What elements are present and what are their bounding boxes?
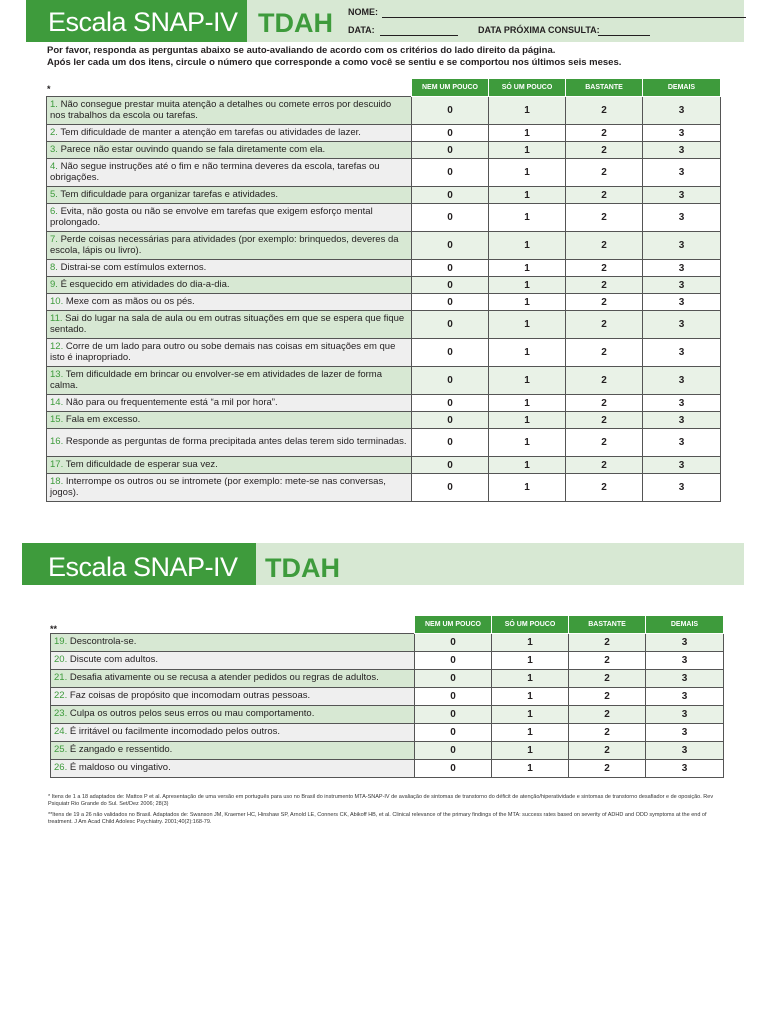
data-label: DATA:: [348, 25, 375, 35]
score-option-3[interactable]: 3: [643, 125, 721, 142]
score-option-2[interactable]: 2: [566, 311, 643, 339]
col-so-um-pouco: SÓ UM POUCO: [489, 79, 566, 97]
question-text: Evita, não gosta ou não se envolve em tarefas que exigem esforço mental prolongado.: [50, 206, 373, 228]
score-option-2[interactable]: 2: [566, 159, 643, 187]
score-option-1[interactable]: 1: [489, 311, 566, 339]
table-row: [47, 429, 721, 457]
score-option-2[interactable]: 2: [566, 142, 643, 159]
question-text: É esquecido em atividades do dia-a-dia.: [60, 278, 230, 290]
question-text: Sai do lugar na sala de aula ou em outras situações em que se espera que fique sentado.: [50, 313, 405, 335]
score-option-0[interactable]: 0: [412, 125, 489, 142]
score-option-0[interactable]: 0: [415, 742, 492, 760]
score-option-0[interactable]: 0: [415, 634, 492, 652]
score-option-3[interactable]: 3: [643, 474, 721, 502]
score-option-0[interactable]: 0: [412, 294, 489, 311]
table-row: [51, 670, 724, 688]
score-option-1[interactable]: 1: [489, 367, 566, 395]
question-number: 15.: [50, 413, 64, 425]
score-option-0[interactable]: 0: [412, 395, 489, 412]
question-text: Não consegue prestar muita atenção a detalhes ou comete erros por descuido nos trabalhos da escola ou tarefas.: [50, 99, 392, 121]
score-option-1[interactable]: 1: [489, 260, 566, 277]
table-row: [47, 277, 721, 294]
col-bastante: BASTANTE: [566, 79, 643, 97]
question-text: Desafia ativamente ou se recusa a atender pedidos ou regras de adultos.: [69, 672, 379, 684]
score-option-0[interactable]: 0: [412, 204, 489, 232]
score-option-2[interactable]: 2: [569, 742, 646, 760]
question-text: É irritável ou facilmente incomodado pelos outros.: [69, 726, 281, 738]
table-row: [47, 204, 721, 232]
nome-field[interactable]: [382, 17, 746, 18]
question-number: 26.: [54, 762, 68, 774]
table-row: [47, 125, 721, 142]
score-option-2[interactable]: 2: [566, 187, 643, 204]
question-text: Distrai-se com estímulos externos.: [60, 261, 207, 273]
question-cell: [47, 412, 412, 429]
data-field[interactable]: [380, 35, 458, 36]
nome-label: NOME:: [348, 7, 378, 17]
score-option-3[interactable]: 3: [643, 97, 721, 125]
question-number: 10.: [50, 295, 64, 307]
question-number: 7.: [50, 234, 58, 245]
question-cell: [51, 634, 415, 652]
question-number: 8.: [50, 261, 58, 273]
score-option-2[interactable]: 2: [569, 652, 646, 670]
score-option-3[interactable]: 3: [646, 742, 724, 760]
question-text: Fala em excesso.: [65, 413, 141, 425]
question-number: 16.: [50, 436, 64, 448]
col-bastante: BASTANTE: [569, 616, 646, 634]
table-row: [47, 142, 721, 159]
score-option-3[interactable]: 3: [646, 760, 724, 778]
score-option-1[interactable]: 1: [489, 457, 566, 474]
score-option-1[interactable]: 1: [492, 724, 569, 742]
score-option-3[interactable]: 3: [643, 204, 721, 232]
score-option-3[interactable]: 3: [643, 367, 721, 395]
score-option-2[interactable]: 2: [569, 760, 646, 778]
score-option-2[interactable]: 2: [566, 294, 643, 311]
question-number: 12.: [50, 341, 64, 352]
question-cell: [47, 277, 412, 294]
table-row: [47, 311, 721, 339]
score-option-3[interactable]: 3: [643, 311, 721, 339]
score-option-3[interactable]: 3: [643, 277, 721, 294]
question-cell: [47, 457, 412, 474]
score-option-1[interactable]: 1: [489, 395, 566, 412]
question-cell: [47, 474, 412, 502]
score-option-1[interactable]: 1: [492, 652, 569, 670]
score-option-1[interactable]: 1: [492, 706, 569, 724]
table-row: [47, 339, 721, 367]
score-option-3[interactable]: 3: [643, 429, 721, 457]
score-option-3[interactable]: 3: [646, 724, 724, 742]
col-nem-um-pouco: NEM UM POUCO: [415, 616, 492, 634]
score-option-3[interactable]: 3: [643, 142, 721, 159]
score-option-3[interactable]: 3: [643, 232, 721, 260]
score-option-2[interactable]: 2: [569, 634, 646, 652]
score-option-3[interactable]: 3: [643, 294, 721, 311]
score-option-1[interactable]: 1: [489, 125, 566, 142]
score-option-1[interactable]: 1: [489, 232, 566, 260]
table-row: [47, 97, 721, 125]
question-text: Faz coisas de propósito que incomodam outras pessoas.: [69, 690, 311, 702]
score-option-1[interactable]: 1: [489, 294, 566, 311]
score-option-2[interactable]: 2: [566, 125, 643, 142]
score-option-0[interactable]: 0: [412, 142, 489, 159]
score-option-0[interactable]: 0: [412, 187, 489, 204]
page-subtitle-2: TDAH: [265, 553, 340, 583]
question-number: 3.: [50, 143, 58, 155]
col-so-um-pouco: SÓ UM POUCO: [492, 616, 569, 634]
score-option-0[interactable]: 0: [412, 159, 489, 187]
question-text: Tem dificuldade em brincar ou envolver-se em atividades de lazer de forma calma.: [50, 369, 382, 391]
question-cell: [47, 97, 412, 125]
score-option-3[interactable]: 3: [646, 670, 724, 688]
header-banner: [26, 0, 744, 42]
score-option-0[interactable]: 0: [412, 311, 489, 339]
table-row: [47, 412, 721, 429]
questionnaire-table-2: [50, 615, 724, 778]
question-text: Tem dificuldade para organizar tarefas e atividades.: [60, 188, 278, 200]
score-option-3[interactable]: 3: [646, 688, 724, 706]
score-option-0[interactable]: 0: [415, 760, 492, 778]
score-option-2[interactable]: 2: [566, 97, 643, 125]
score-option-1[interactable]: 1: [492, 670, 569, 688]
table-row: [47, 395, 721, 412]
table-row: [47, 159, 721, 187]
score-option-1[interactable]: 1: [489, 412, 566, 429]
question-number: 9.: [50, 278, 58, 290]
score-option-2[interactable]: 2: [566, 232, 643, 260]
score-option-1[interactable]: 1: [489, 97, 566, 125]
question-cell: [47, 260, 412, 277]
question-number: 20.: [54, 654, 68, 666]
table-row: [47, 187, 721, 204]
score-option-1[interactable]: 1: [489, 159, 566, 187]
question-cell: [47, 339, 412, 367]
page-subtitle: TDAH: [258, 8, 333, 38]
table-row: [47, 457, 721, 474]
question-number: 25.: [54, 744, 68, 756]
question-cell: [47, 187, 412, 204]
question-text: Tem dificuldade de manter a atenção em tarefas ou atividades de lazer.: [60, 126, 361, 138]
title-block-2: [22, 543, 256, 585]
question-text: Não segue instruções até o fim e não termina deveres da escola, tarefas ou obrigações.: [50, 161, 380, 183]
question-cell: [51, 652, 415, 670]
score-option-0[interactable]: 0: [412, 367, 489, 395]
score-option-0[interactable]: 0: [412, 457, 489, 474]
table-header: [47, 79, 721, 97]
question-text: Corre de um lado para outro ou sobe demais nas coisas em situações em que isto é inapropriado.: [50, 341, 396, 363]
question-cell: [51, 706, 415, 724]
score-option-2[interactable]: 2: [569, 670, 646, 688]
score-option-0[interactable]: 0: [415, 670, 492, 688]
question-cell: [51, 724, 415, 742]
score-option-2[interactable]: 2: [566, 367, 643, 395]
instructions: [47, 45, 737, 69]
score-option-0[interactable]: 0: [412, 97, 489, 125]
table-row: [51, 760, 724, 778]
table-row: [51, 652, 724, 670]
proxima-consulta-field[interactable]: [598, 35, 650, 36]
score-option-1[interactable]: 1: [489, 277, 566, 294]
score-option-3[interactable]: 3: [643, 412, 721, 429]
question-number: 21.: [54, 672, 68, 684]
question-cell: [47, 232, 412, 260]
score-option-3[interactable]: 3: [646, 634, 724, 652]
instructions-line-2: Após ler cada um dos itens, circule o número que corresponde a como você se sentiu e se comportou nos últimos seis meses.: [47, 57, 622, 68]
question-cell: [51, 688, 415, 706]
score-option-1[interactable]: 1: [489, 187, 566, 204]
question-cell: [47, 367, 412, 395]
score-option-1[interactable]: 1: [489, 339, 566, 367]
score-option-0[interactable]: 0: [412, 277, 489, 294]
score-option-1[interactable]: 1: [492, 742, 569, 760]
question-text: Parece não estar ouvindo quando se fala diretamente com ela.: [60, 143, 326, 155]
score-option-0[interactable]: 0: [412, 339, 489, 367]
question-text: Tem dificuldade de esperar sua vez.: [65, 458, 218, 470]
score-option-2[interactable]: 2: [566, 204, 643, 232]
score-option-0[interactable]: 0: [415, 706, 492, 724]
question-number: 2.: [50, 126, 58, 138]
table-row: [51, 688, 724, 706]
score-option-2[interactable]: 2: [566, 277, 643, 294]
title-block: [26, 0, 247, 42]
score-option-0[interactable]: 0: [412, 412, 489, 429]
question-text: Culpa os outros pelos seus erros ou mau comportamento.: [69, 708, 315, 720]
score-option-3[interactable]: 3: [643, 159, 721, 187]
score-option-2[interactable]: 2: [569, 688, 646, 706]
question-number: 18.: [50, 476, 64, 487]
table-row: [47, 367, 721, 395]
question-cell: [47, 429, 412, 457]
question-text: Descontrola-se.: [69, 636, 137, 648]
score-option-3[interactable]: 3: [643, 187, 721, 204]
question-text: Discute com adultos.: [69, 654, 159, 666]
score-option-0[interactable]: 0: [415, 724, 492, 742]
question-cell: [47, 204, 412, 232]
score-option-2[interactable]: 2: [566, 474, 643, 502]
score-option-3[interactable]: 3: [646, 652, 724, 670]
question-text: Responde as perguntas de forma precipitada antes delas terem sido terminadas.: [65, 436, 407, 448]
score-option-0[interactable]: 0: [412, 232, 489, 260]
question-number: 4.: [50, 161, 58, 172]
proxima-consulta-label: DATA PRÓXIMA CONSULTA:: [478, 25, 600, 35]
table-row: [47, 294, 721, 311]
table-row: [51, 742, 724, 760]
score-option-1[interactable]: 1: [489, 204, 566, 232]
score-option-1[interactable]: 1: [492, 688, 569, 706]
question-text: Não para ou frequentemente está “a mil por hora”.: [65, 396, 278, 408]
question-number: 1.: [50, 99, 58, 110]
question-cell: [47, 159, 412, 187]
score-option-0[interactable]: 0: [412, 429, 489, 457]
question-number: 11.: [50, 313, 63, 324]
question-number: 13.: [50, 369, 64, 380]
question-number: 24.: [54, 726, 68, 738]
table-row: [47, 260, 721, 277]
score-option-1[interactable]: 1: [492, 634, 569, 652]
score-option-2[interactable]: 2: [566, 339, 643, 367]
score-option-2[interactable]: 2: [569, 724, 646, 742]
question-cell: [47, 294, 412, 311]
section2-marker: **: [50, 624, 58, 634]
question-number: 19.: [54, 636, 68, 648]
score-option-3[interactable]: 3: [643, 395, 721, 412]
question-number: 22.: [54, 690, 68, 702]
page-title-2: Escala SNAP-IV: [48, 552, 238, 582]
question-number: 6.: [50, 206, 58, 217]
question-number: 23.: [54, 708, 68, 720]
score-option-2[interactable]: 2: [566, 429, 643, 457]
question-number: 5.: [50, 188, 58, 200]
score-option-2[interactable]: 2: [566, 457, 643, 474]
col-demais: DEMAIS: [646, 616, 724, 634]
question-text: Perde coisas necessárias para atividades (por exemplo: brinquedos, deveres da escola, lápis ou livro).: [50, 234, 399, 256]
score-option-0[interactable]: 0: [412, 260, 489, 277]
header-banner-2: [22, 543, 744, 585]
footnote-1: * Itens de 1 a 18 adaptados de: Mattos P et al. Apresentação de uma versão em português para uso no Brasil do instrumento MTA-SNAP-IV de avaliação de sintomas de transtorno do déficit de atenção/hiperatividade e sintomas de transtorno desafiador e de oposição. Rev Psiquiatr Rio Grande do Sul. Set/Dez 2006; 28(3): [48, 794, 714, 807]
question-number: 17.: [50, 458, 64, 470]
score-option-2[interactable]: 2: [569, 706, 646, 724]
score-option-1[interactable]: 1: [489, 429, 566, 457]
col-nem-um-pouco: NEM UM POUCO: [412, 79, 489, 97]
question-text: Mexe com as mãos ou os pés.: [65, 295, 195, 307]
score-option-1[interactable]: 1: [492, 760, 569, 778]
question-cell: [47, 142, 412, 159]
instructions-line-1: Por favor, responda as perguntas abaixo se auto-avaliando de acordo com os critérios do lado direito da página.: [47, 45, 556, 56]
score-option-2[interactable]: 2: [566, 395, 643, 412]
score-option-2[interactable]: 2: [566, 412, 643, 429]
footnote-2: **Itens de 19 a 26 não validados no Brasil. Adaptados de: Swanson JM, Kraemer HC, Hinshaw SP, Arnold LE, Conners CK, Abikoff HB, et al. Clinical relevance of the primary findings of the MTA: success rates based on severity of ADHD and ODD symptoms at the end of treatment. J Am Acad Child Adolesc Psychiatry. 2001;40(2):168-79.: [48, 812, 707, 825]
question-cell: [51, 670, 415, 688]
col-demais: DEMAIS: [643, 79, 721, 97]
score-option-0[interactable]: 0: [412, 474, 489, 502]
score-option-0[interactable]: 0: [415, 688, 492, 706]
table-row: [51, 724, 724, 742]
question-cell: [51, 742, 415, 760]
score-option-3[interactable]: 3: [643, 339, 721, 367]
question-text: É maldoso ou vingativo.: [69, 762, 171, 774]
question-cell: [47, 311, 412, 339]
questionnaire-table-1: [46, 78, 721, 502]
score-option-2[interactable]: 2: [566, 260, 643, 277]
question-number: 14.: [50, 396, 64, 408]
question-text: Interrompe os outros ou se intromete (por exemplo: mete-se nas conversas, jogos).: [50, 476, 386, 498]
question-cell: [47, 395, 412, 412]
score-option-3[interactable]: 3: [643, 457, 721, 474]
score-option-3[interactable]: 3: [643, 260, 721, 277]
section1-marker: *: [47, 84, 51, 94]
table-row: [47, 232, 721, 260]
table-header-2: [51, 616, 724, 634]
table-row: [47, 474, 721, 502]
page-title: Escala SNAP-IV: [48, 7, 238, 37]
score-option-1[interactable]: 1: [489, 142, 566, 159]
question-text: É zangado e ressentido.: [69, 744, 173, 756]
score-option-0[interactable]: 0: [415, 652, 492, 670]
table-row: [51, 706, 724, 724]
question-cell: [47, 125, 412, 142]
question-cell: [51, 760, 415, 778]
table-row: [51, 634, 724, 652]
score-option-3[interactable]: 3: [646, 706, 724, 724]
score-option-1[interactable]: 1: [489, 474, 566, 502]
